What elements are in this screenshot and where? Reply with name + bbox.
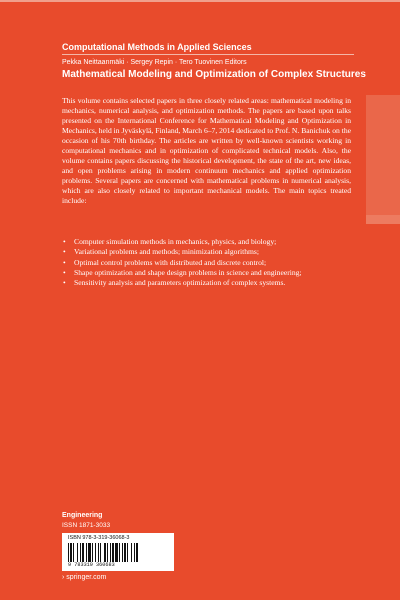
publisher-link[interactable]: › springer.com bbox=[62, 574, 107, 581]
topic-item: • Shape optimization and shape design problems in science and engineering; bbox=[62, 268, 351, 278]
topic-item: • Variational problems and methods; minimization algorithms; bbox=[62, 247, 351, 257]
issn-number: ISSN 1871-3033 bbox=[62, 522, 111, 529]
subject-category: Engineering bbox=[62, 512, 103, 519]
topic-item: • Sensitivity analysis and parameters optimization of complex systems. bbox=[62, 278, 351, 288]
editors-line: Pekka Neittaanmäki · Sergey Repin · Tero Tuovinen Editors bbox=[62, 59, 247, 66]
topic-list bbox=[62, 237, 351, 288]
topic-item: • Optimal control problems with distributed and discrete control; bbox=[62, 258, 351, 268]
book-description: This volume contains selected papers in three closely related areas: mathematical modeling in mechanics, numerical analysis, and optimization methods. The papers are based upon talks presented on the International Conference for Mathematical Modeling and Optimization in Mechanics, held in Jyväskylä, Finland, March 6–7, 2014 dedicated to Prof. N. Banichuk on the occasion of his 70th birthday. The articles are written by well-known scientists working in computational mechanics and in optimization of complicated technical models. Also, the volume contains papers discussing the historical development, the state of the art, new ideas, and open problems arising in modern continuum mechanics and applied optimization problems. Several papers are concerned with mathematical problems in numerical analysis, which are also closely related to important mechanical models. The main topics treated include: bbox=[62, 96, 351, 205]
topic-item: • Computer simulation methods in mechanics, physics, and biology; bbox=[62, 237, 351, 247]
top-border bbox=[0, 0, 400, 2]
barcode-digits: 9 783319 360683 bbox=[68, 562, 115, 568]
side-accent-strip-end bbox=[366, 215, 400, 224]
side-accent-strip bbox=[366, 95, 400, 215]
barcode-icon bbox=[68, 543, 168, 562]
series-divider bbox=[62, 54, 354, 55]
isbn-barcode-panel bbox=[62, 533, 174, 571]
isbn-number: ISBN 978-3-319-36068-3 bbox=[68, 535, 130, 541]
book-title: Mathematical Modeling and Optimization of Complex Structures bbox=[62, 69, 366, 80]
series-name: Computational Methods in Applied Sciences bbox=[62, 42, 252, 52]
